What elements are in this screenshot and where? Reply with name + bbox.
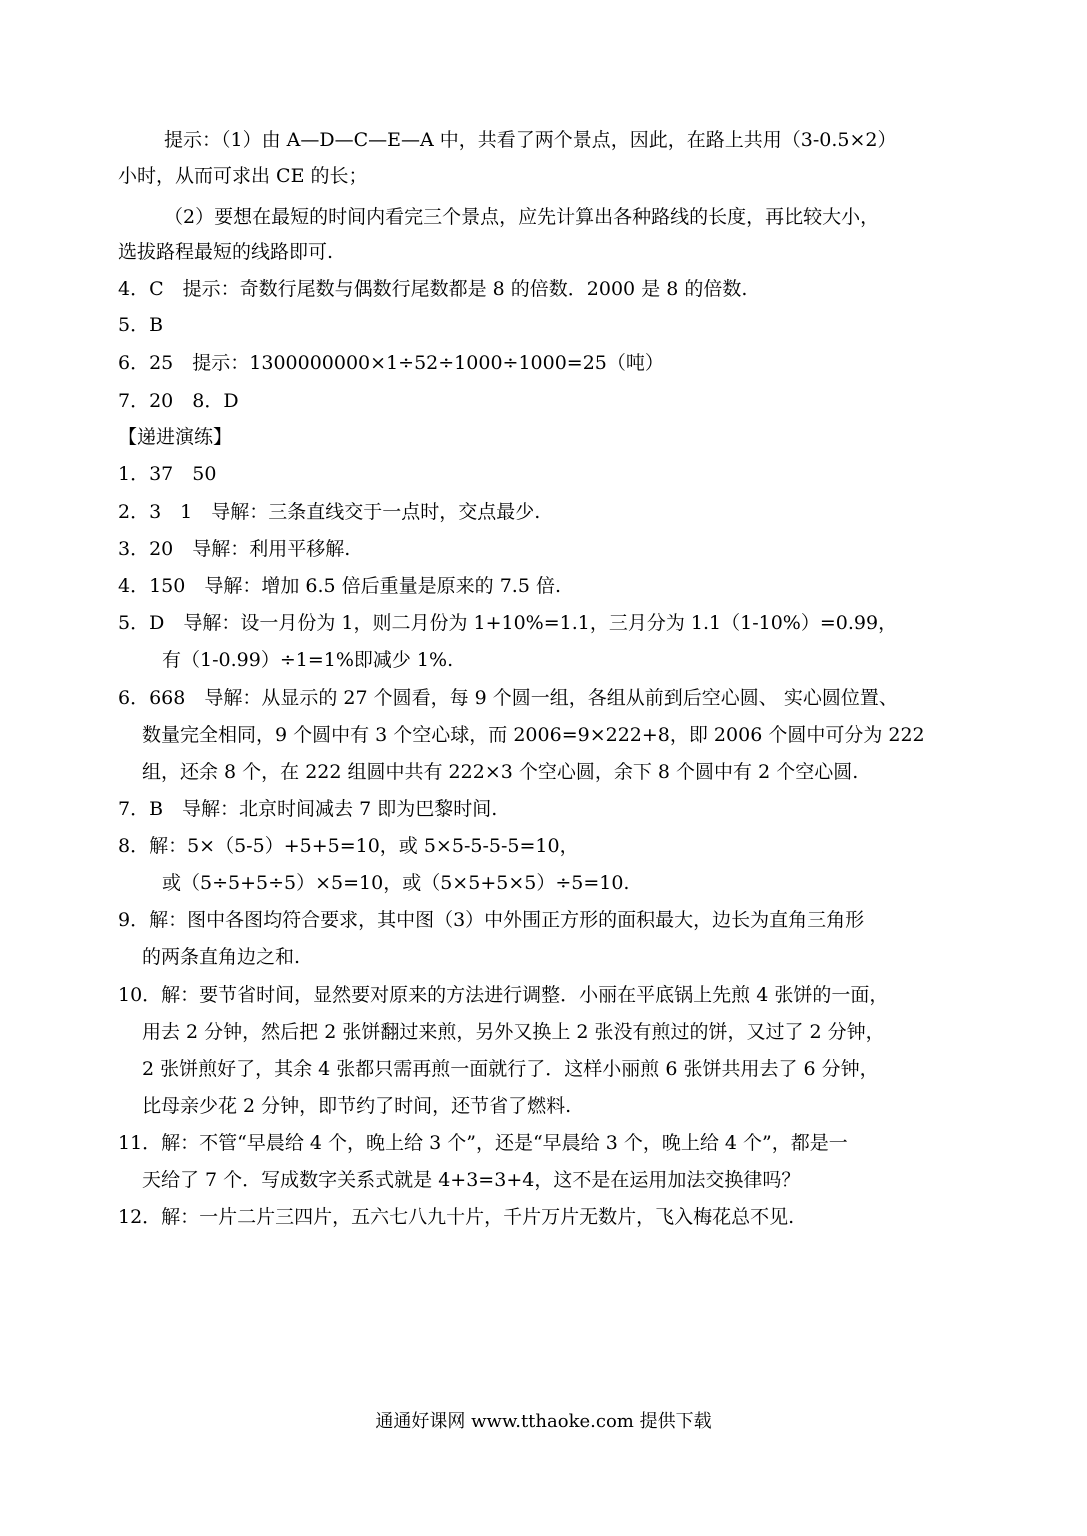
text-line: 数量完全相同，9 个圆中有 3 个空心球，而 2006=9×222+8，即 2006 个圆中可分为 222	[142, 724, 925, 746]
text-line: 6．25 提示：1300000000×1÷52÷1000÷1000=25（吨）	[118, 352, 664, 374]
text-line: 6．668 导解：从显示的 27 个圆看，每 9 个圆一组，各组从前到后空心圆、 实心圆位置、	[118, 687, 898, 709]
text-line: 的两条直角边之和.	[142, 946, 301, 968]
text-line: 2 张饼煎好了，其余 4 张都只需再煎一面就行了．这样小丽煎 6 张饼共用去了 6 分钟，	[142, 1058, 879, 1080]
text-line: 7．20 8．D	[118, 390, 239, 412]
text-line: 天给了 7 个．写成数字关系式就是 4+3=3+4，这不是在运用加法交换律吗？	[142, 1169, 801, 1191]
text-line: 1．37 50	[118, 463, 217, 485]
text-line: 5．B	[118, 314, 164, 336]
text-line: 12．解：一片二片三四片，五六七八九十片，千片万片无数片，飞入梅花总不见.	[118, 1206, 795, 1228]
text-line: 4．C 提示：奇数行尾数与偶数行尾数都是 8 的倍数．2000 是 8 的倍数.	[118, 278, 748, 300]
text-line: 7．B 导解：北京时间减去 7 即为巴黎时间.	[118, 798, 498, 820]
text-line: 4．150 导解：增加 6.5 倍后重量是原来的 7.5 倍.	[118, 575, 561, 597]
text-line: 用去 2 分钟，然后把 2 张饼翻过来煎，另外又换上 2 张没有煎过的饼，又过了 2 分钟，	[142, 1021, 885, 1043]
text-line: 5．D 导解：设一月份为 1，则二月份为 1+10%=1.1，三月分为 1.1（1-10%）=0.99，	[118, 612, 898, 634]
text-line: 有（1-0.99）÷1=1%即减少 1%.	[162, 649, 454, 671]
text-line: 选拔路程最短的线路即可.	[118, 241, 334, 263]
text-line: 8．解：5×（5-5）+5+5=10，或 5×5-5-5-5=10，	[118, 835, 579, 857]
text-line: 9．解：图中各图均符合要求，其中图（3）中外围正方形的面积最大，边长为直角三角形	[118, 909, 865, 931]
text-line: 提示：（1）由 A—D—C—E—A 中，共看了两个景点，因此，在路上共用（3-0.5×2）	[164, 129, 897, 151]
text-line: 或（5÷5+5÷5）×5=10，或（5×5+5×5）÷5=10.	[162, 872, 630, 894]
text-line: 10．解：要节省时间，显然要对原来的方法进行调整．小丽在平底锅上先煎 4 张饼的一面，	[118, 984, 889, 1006]
page-footer: 通通好课网 www.tthaoke.com 提供下载	[375, 1411, 712, 1432]
text-line: 2．3 1 导解：三条直线交于一点时，交点最少.	[118, 501, 541, 523]
text-line: 小时，从而可求出 CE 的长；	[118, 165, 368, 187]
text-line: 3．20 导解：利用平移解.	[118, 538, 351, 560]
text-line: （2）要想在最短的时间内看完三个景点，应先计算出各种路线的长度，再比较大小，	[164, 206, 880, 228]
text-line: 组，还余 8 个，在 222 组圆中共有 222×3 个空心圆，余下 8 个圆中有 2 个空心圆.	[142, 761, 859, 783]
text-line: 11．解：不管“早晨给 4 个，晚上给 3 个”，还是“早晨给 3 个，晚上给 4 个”，都是一	[118, 1132, 848, 1154]
text-line: 比母亲少花 2 分钟，即节约了时间，还节省了燃料.	[142, 1095, 572, 1117]
section-heading: 【递进演练】	[118, 426, 233, 448]
